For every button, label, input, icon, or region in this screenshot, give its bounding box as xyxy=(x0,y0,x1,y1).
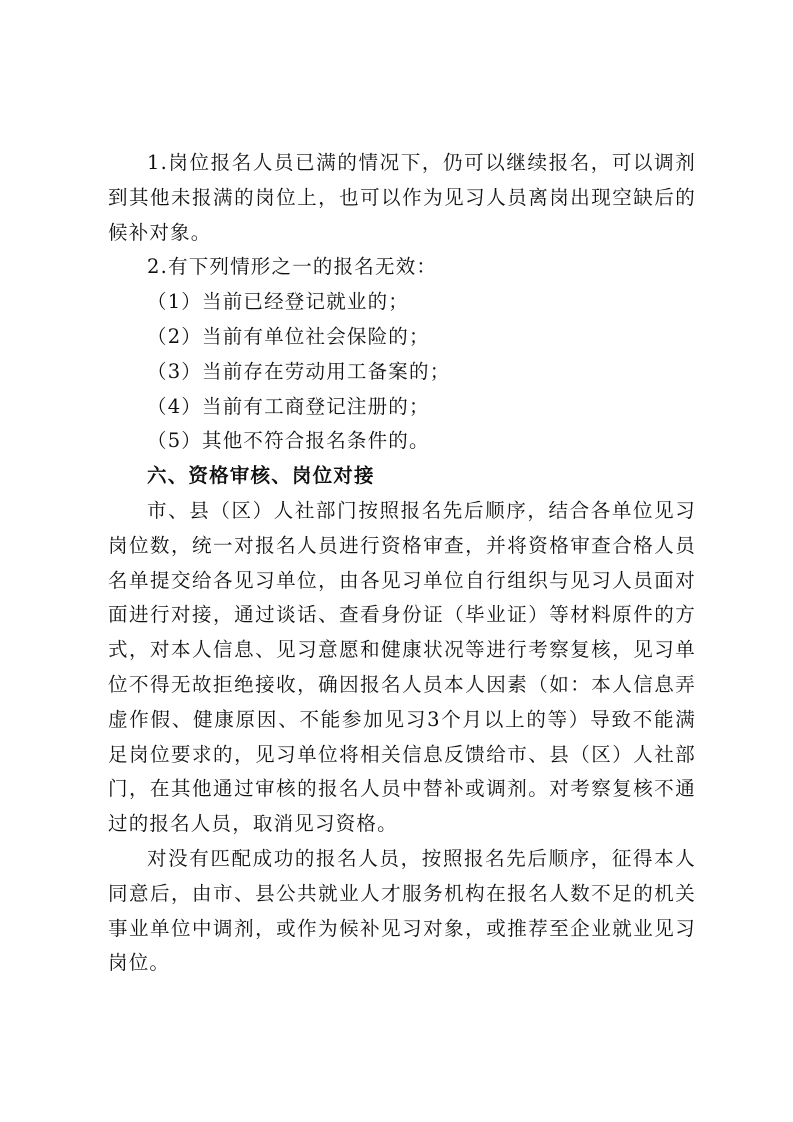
paragraph-unmatched-applicants: 对没有匹配成功的报名人员，按照报名先后顺序，征得本人同意后，由市、县公共就业人才服务机构在报名人数不足的机关事业单位中调剂，或作为候补见习对象，或推荐至企业就业见习岗位。 xyxy=(108,846,696,975)
section-heading: 六、资格审核、岗位对接 xyxy=(147,464,375,488)
list-item: （3）当前存在劳动用工备案的； xyxy=(147,359,451,383)
paragraph-review-process: 市、县（区）人社部门按照报名先后顺序，结合各单位见习岗位数，统一对报名人员进行资格审查，并将资格审查合格人员名单提交给各见习单位，由各见习单位自行组织与见习人员面对面进行对接，通过谈话、查看身份证（毕业证）等材料原件的方式，对本人信息、见习意愿和健康状况等进行考察复核，见习单位不得无故拒绝接收，确因报名人员本人因素（如：本人信息弄虚作假、健康原因、不能参加见习3个月以上的等）导致不能满足岗位要求的，见习单位将相关信息反馈给市、县（区）人社部门，在其他通过审核的报名人员中替补或调剂。对考察复核不通过的报名人员，取消见习资格。 xyxy=(108,498,696,836)
list-item: （1）当前已经登记就业的； xyxy=(147,290,410,314)
list-item: （5）其他不符合报名条件的。 xyxy=(147,429,430,453)
paragraph-vacancy-note: 1.岗位报名人员已满的情况下，仍可以继续报名，可以调剂到其他未报满的岗位上，也可以作为见习人员离岗出现空缺后的候补对象。 xyxy=(108,151,696,244)
document-body xyxy=(108,146,696,981)
paragraph-invalid-intro: 2.有下列情形之一的报名无效： xyxy=(147,255,438,279)
list-item: （2）当前有单位社会保险的； xyxy=(147,324,430,348)
list-item: （4）当前有工商登记注册的； xyxy=(147,394,430,418)
